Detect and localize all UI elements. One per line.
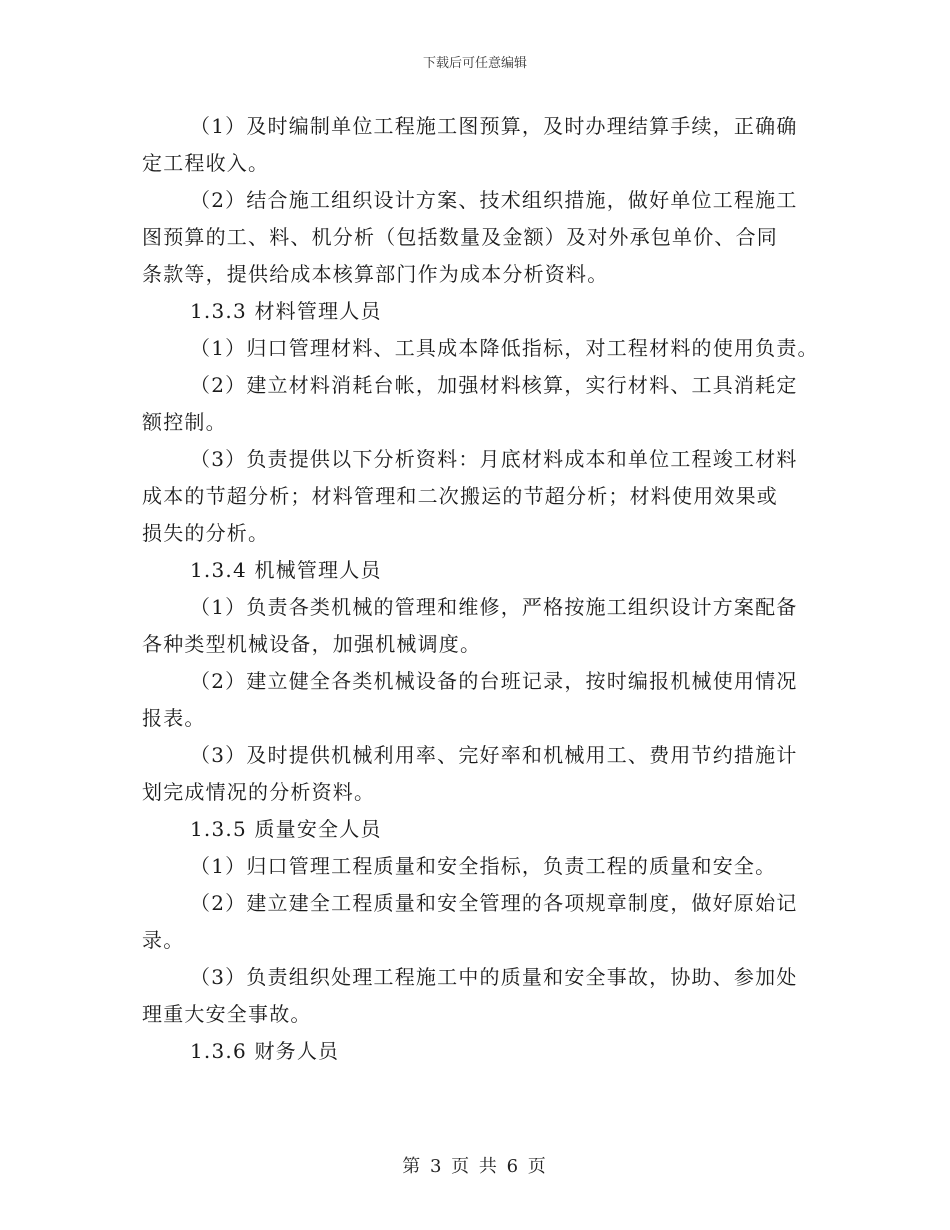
- text-line: （3）负责组织处理工程施工中的质量和安全事故，协助、参加处: [190, 965, 798, 989]
- text-line: 录。: [142, 928, 185, 952]
- text-line: （1）归口管理材料、工具成本降低指标，对工程材料的使用负责。: [190, 336, 819, 360]
- page-header: 下载后可任意编辑: [422, 56, 527, 71]
- text-line: （3）负责提供以下分析资料：月底材料成本和单位工程竣工材料: [190, 447, 798, 471]
- text-line: （2）建立健全各类机械设备的台班记录，按时编报机械使用情况: [190, 669, 798, 693]
- text-line: （2）建立建全工程质量和安全管理的各项规章制度，做好原始记: [190, 891, 798, 915]
- text-line: （1）负责各类机械的管理和维修，严格按施工组织设计方案配备: [190, 595, 798, 619]
- section-heading: 1.3.6 财务人员: [190, 1039, 340, 1063]
- text-line: 各种类型机械设备，加强机械调度。: [142, 632, 482, 656]
- text-line: 条款等，提供给成本核算部门作为成本分析资料。: [142, 262, 609, 286]
- text-line: 成本的节超分析；材料管理和二次搬运的节超分析；材料使用效果或: [142, 484, 778, 508]
- text-line: 定工程收入。: [142, 151, 270, 175]
- text-line: （2）结合施工组织设计方案、技术组织措施，做好单位工程施工: [190, 188, 798, 212]
- text-line: 损失的分析。: [142, 521, 270, 545]
- document-body: [142, 108, 822, 1070]
- section-heading: 1.3.5 质量安全人员: [190, 817, 382, 841]
- text-line: 理重大安全事故。: [142, 1002, 312, 1026]
- text-line: 图预算的工、料、机分析（包括数量及金额）及对外承包单价、合同: [142, 225, 778, 249]
- text-line: （2）建立材料消耗台帐，加强材料核算，实行材料、工具消耗定: [190, 373, 798, 397]
- section-heading: 1.3.4 机械管理人员: [190, 558, 382, 582]
- text-line: 报表。: [142, 706, 206, 730]
- text-line: （1）及时编制单位工程施工图预算，及时办理结算手续，正确确: [190, 114, 798, 138]
- text-line: 额控制。: [142, 410, 227, 434]
- text-line: （3）及时提供机械利用率、完好率和机械用工、费用节约措施计: [190, 743, 798, 767]
- page-number: 第 3 页 共 6 页: [402, 1156, 548, 1177]
- text-line: （1）归口管理工程质量和安全指标，负责工程的质量和安全。: [190, 854, 777, 878]
- section-heading: 1.3.3 材料管理人员: [190, 299, 382, 323]
- text-line: 划完成情况的分析资料。: [142, 780, 376, 804]
